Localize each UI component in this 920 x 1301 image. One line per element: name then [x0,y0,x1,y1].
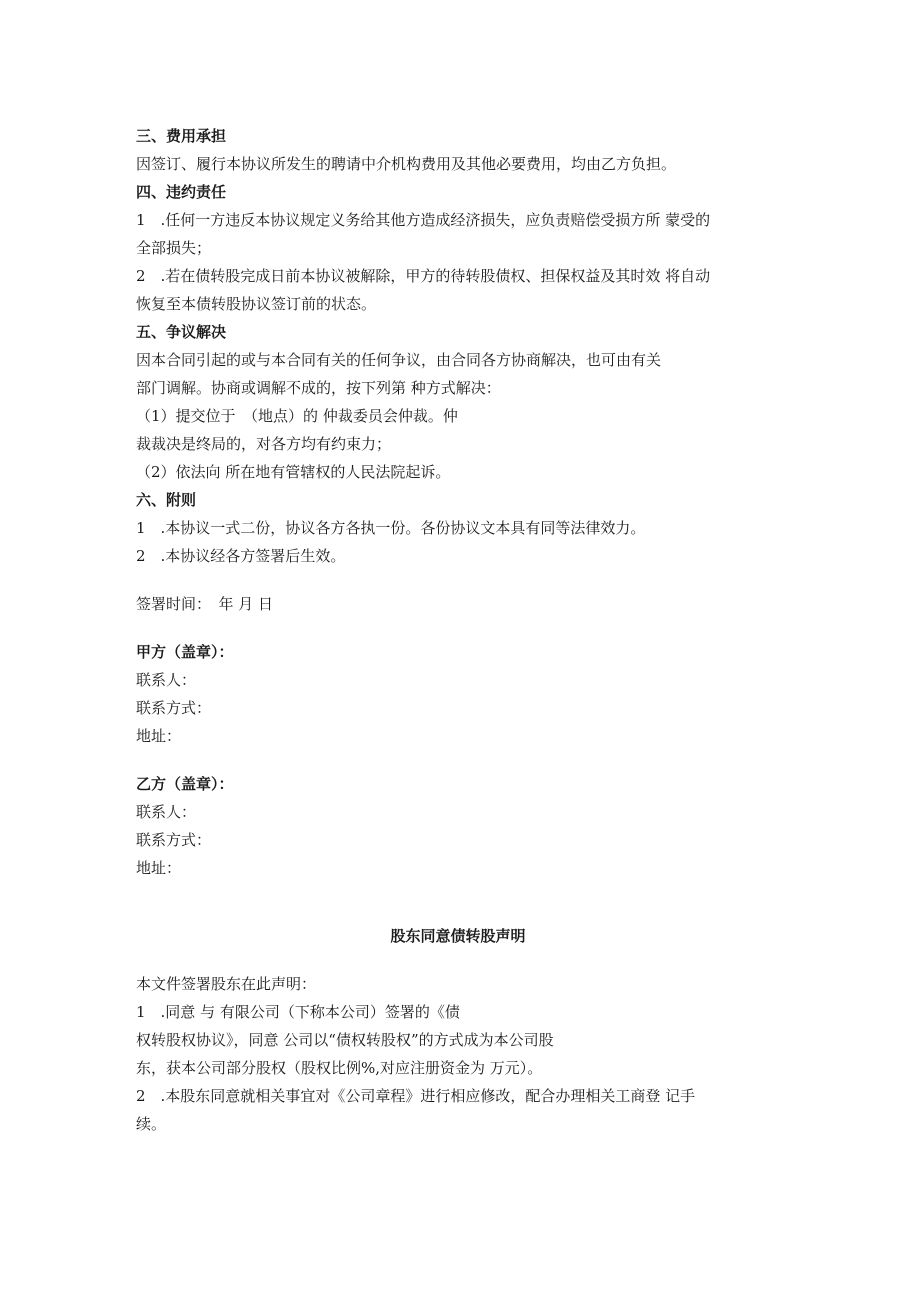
declaration-item-2-line-1: 2 .本股东同意就相关事宜对《公司章程》进行相应修改，配合办理相关工商登 记手 [136,1087,696,1105]
liability-item-1-line-2: 全部损失； [136,239,212,257]
party-a-label: 甲方（盖章）： [136,643,234,661]
annex-item-2: 2 .本协议经各方签署后生效。 [136,547,346,565]
dispute-option-1-line-1: （1）提交位于 （地点）的 仲裁委员会仲裁。仲 [136,407,458,425]
party-b-label: 乙方（盖章）： [136,775,234,793]
sign-time: 签署时间： 年 月 日 [136,595,274,613]
declaration-title: 股东同意债转股声明 [390,927,526,945]
dispute-option-2: （2）依法向 所在地有管辖权的人民法院起诉。 [136,463,451,481]
section-heading-dispute: 五、争议解决 [136,323,227,341]
dispute-paragraph-line-1: 因本合同引起的或与本合同有关的任何争议，由合同各方协商解决，也可由有关 [136,351,662,369]
party-a-contact: 联系人： [136,671,197,689]
dispute-paragraph-line-2: 部门调解。协商或调解不成的，按下列第 种方式解决： [136,379,501,397]
liability-item-2-line-1: 2 .若在债转股完成日前本协议被解除，甲方的待转股债权、担保权益及其时效 将自动 [136,267,711,285]
liability-item-1-line-1: 1 .任何一方违反本协议规定义务给其他方造成经济损失，应负责赔偿受损方所 蒙受的 [136,211,711,229]
party-a-address: 地址： [136,727,182,745]
annex-item-1: 1 .本协议一式二份，协议各方各执一份。各份协议文本具有同等法律效力。 [136,519,646,537]
party-b-phone: 联系方式： [136,831,212,849]
party-b-contact: 联系人： [136,803,197,821]
party-b-address: 地址： [136,859,182,877]
party-a-phone: 联系方式： [136,699,212,717]
liability-item-2-line-2: 恢复至本债转股协议签订前的状态。 [136,295,377,313]
section-heading-annex: 六、附则 [136,491,197,509]
document-page [136,122,796,1138]
declaration-intro: 本文件签署股东在此声明： [136,975,317,993]
declaration-item-2-line-2: 续。 [136,1115,167,1133]
section-heading-liability: 四、违约责任 [136,183,227,201]
dispute-option-1-line-2: 裁裁决是终局的，对各方均有约束力； [136,435,392,453]
declaration-item-1-line-1: 1 .同意 与 有限公司（下称本公司）签署的《债 [136,1003,460,1021]
declaration-item-1-line-2: 权转股权协议》，同意 公司以“债权转股权”的方式成为本公司股 [136,1031,554,1049]
paragraph-costs: 因签订、履行本协议所发生的聘请中介机构费用及其他必要费用，均由乙方负担。 [136,155,677,173]
declaration-item-1-line-3: 东，获本公司部分股权（股权比例%,对应注册资金为 万元）。 [136,1059,543,1077]
section-heading-costs: 三、费用承担 [136,127,227,145]
